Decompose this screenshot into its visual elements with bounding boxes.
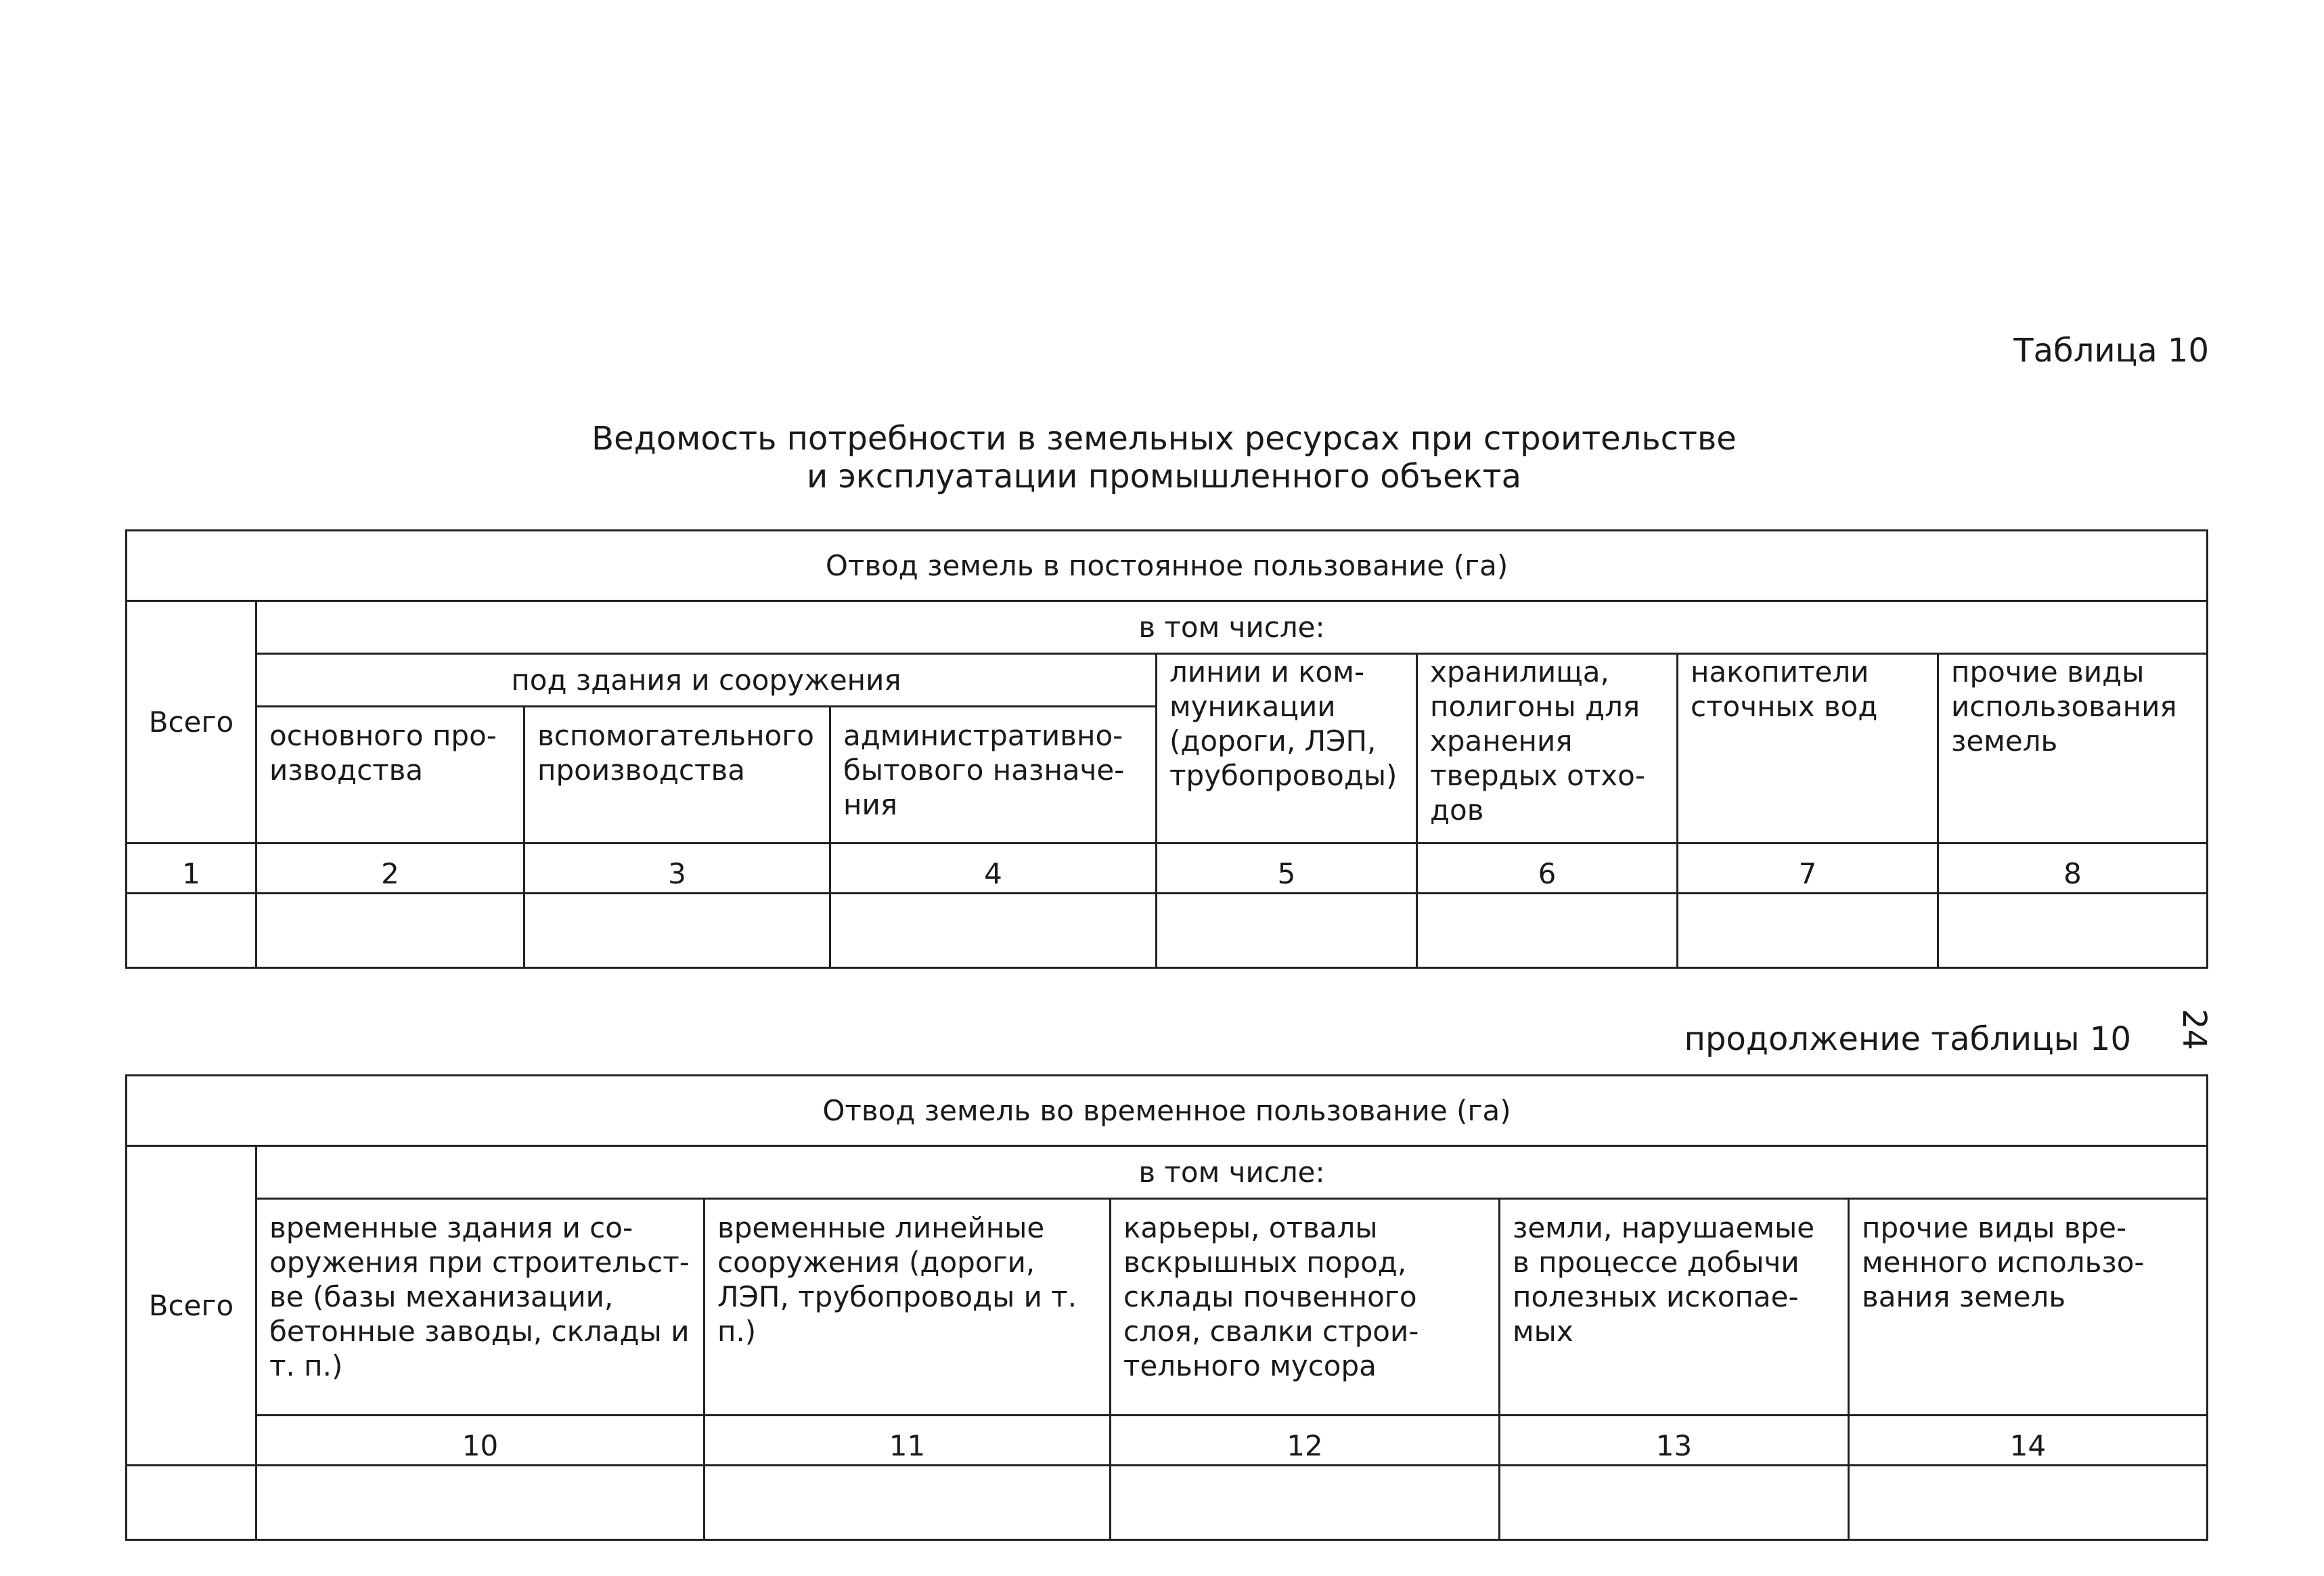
column-number: 4: [830, 844, 1157, 894]
auxiliary-production-header: вспомогательного производства: [524, 707, 830, 844]
other-temp-header: прочие виды вре-менного использо-вания земель: [1849, 1199, 2208, 1416]
table-cell: [1500, 1466, 1849, 1540]
table-cell: [524, 894, 830, 968]
storage-header: хранилища, полигоны для хранения твердых отхо-дов: [1417, 654, 1678, 844]
table-cell: [1849, 1466, 2208, 1540]
sewage-header: накопители сточных вод: [1678, 654, 1938, 844]
lines-communications-header: линии и ком-муникации (дороги, ЛЭП, трубопроводы): [1157, 654, 1417, 844]
title-line-1: Ведомость потребности в земельных ресурсах при строительстве: [591, 420, 1737, 458]
column-number: 8: [1938, 844, 2208, 894]
temp-linear-header: временные линейные сооружения (дороги, ЛЭП, трубопроводы и т. п.): [705, 1199, 1111, 1416]
table-cell: [1938, 894, 2208, 968]
permanent-use-caption: Отвод земель в постоянное пользование (га): [127, 531, 2208, 601]
table-cell: [705, 1466, 1111, 1540]
column-number: 2: [256, 844, 524, 894]
table-cell: [1157, 894, 1417, 968]
including-header: в том числе:: [256, 601, 2208, 654]
other-use-header: прочие виды использования земель: [1938, 654, 2208, 844]
table-cell: [256, 1466, 705, 1540]
including-header: в том числе:: [256, 1146, 2208, 1199]
column-number: 7: [1678, 844, 1938, 894]
total-header: Всего: [127, 1146, 256, 1466]
column-number: 12: [1111, 1416, 1500, 1466]
title-line-2: и эксплуатации промышленного объекта: [807, 458, 1521, 496]
column-number: 14: [1849, 1416, 2208, 1466]
temporary-use-table: [125, 1074, 2208, 1541]
page-number: 24: [2175, 1009, 2213, 1051]
table-cell: [830, 894, 1157, 968]
disturbed-lands-header: земли, нарушаемые в процессе добычи полезных ископае-мых: [1500, 1199, 1849, 1416]
column-number: 11: [705, 1416, 1111, 1466]
table-cell: [1111, 1466, 1500, 1540]
total-header: Всего: [127, 601, 256, 844]
table-cell: [256, 894, 524, 968]
column-number: 10: [256, 1416, 705, 1466]
table-cell: [1678, 894, 1938, 968]
table-label: Таблица 10: [2013, 332, 2209, 370]
column-number: 3: [524, 844, 830, 894]
table-cell: [1417, 894, 1678, 968]
table-cell: [127, 1466, 256, 1540]
continuation-label: продолжение таблицы 10: [1684, 1020, 2131, 1058]
document-title: [122, 420, 2206, 496]
temp-buildings-header: временные здания и со-оружения при строительст-ве (базы механизации, бетонные заводы, склады и т. п.): [256, 1199, 705, 1416]
permanent-use-table: [125, 529, 2208, 969]
table-cell: [127, 894, 256, 968]
column-number: 13: [1500, 1416, 1849, 1466]
quarries-header: карьеры, отвалы вскрышных пород, склады почвенного слоя, свалки строи-тельного мусора: [1111, 1199, 1500, 1416]
main-production-header: основного про- изводства: [256, 707, 524, 844]
buildings-group-header: под здания и сооружения: [256, 654, 1157, 707]
temporary-use-caption: Отвод земель во временное пользование (га): [127, 1076, 2208, 1146]
column-number: 5: [1157, 844, 1417, 894]
column-number: 6: [1417, 844, 1678, 894]
column-number: 1: [127, 844, 256, 894]
administrative-header: административно-бытового назначе-ния: [830, 707, 1157, 844]
